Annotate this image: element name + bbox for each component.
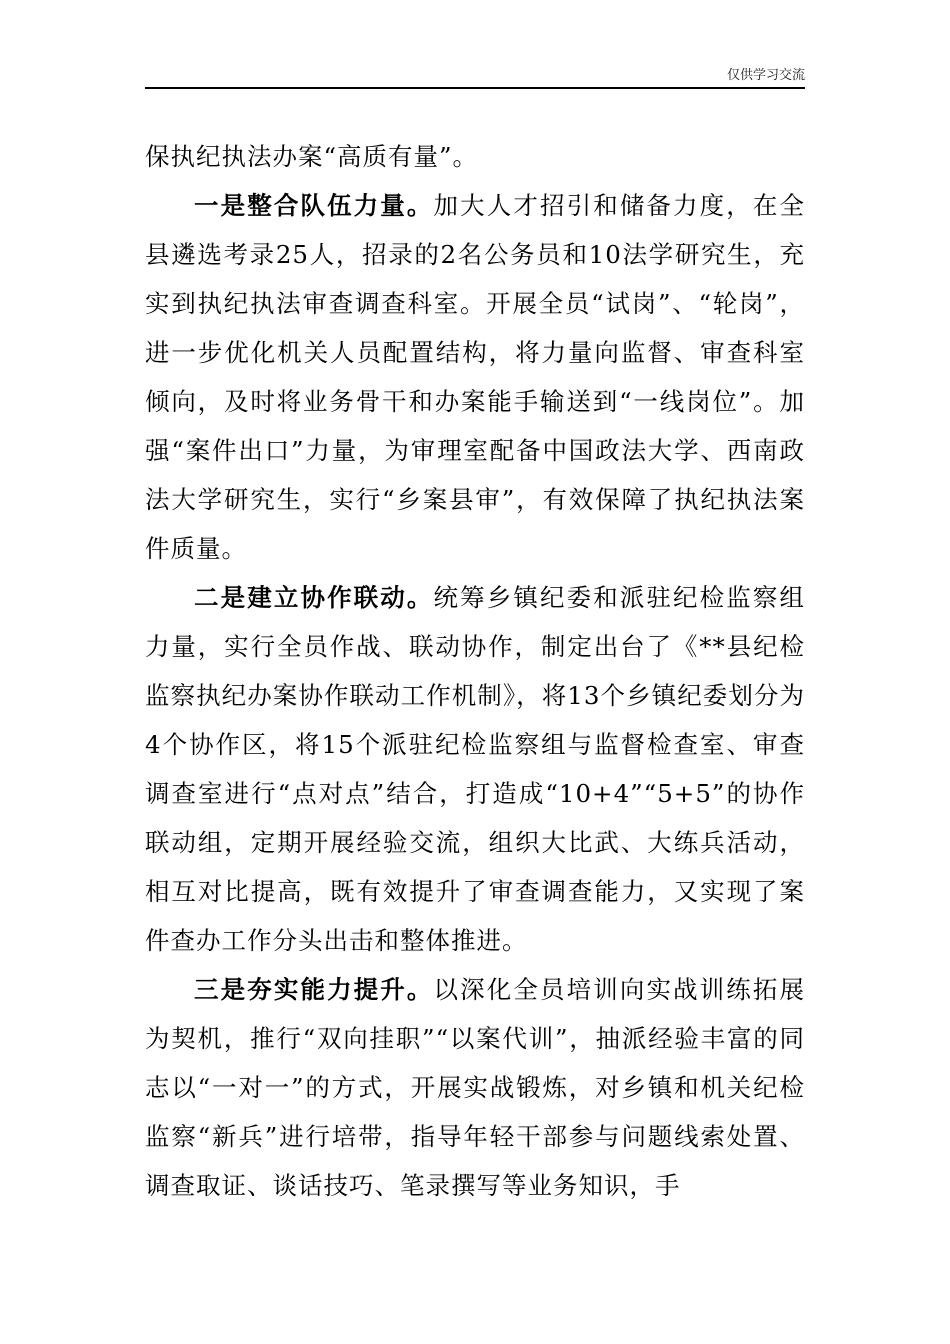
document-body bbox=[145, 132, 805, 1210]
paragraph-lead: 三是夯实能力提升。 bbox=[194, 975, 434, 1004]
paragraph-text: 统筹乡镇纪委和派驻纪检监察组力量，实行全员作战、联动协作，制定出台了《**县纪检监察执纪办案协作联动工作机制》，将13个乡镇纪委划分为4个协作区，将15个派驻纪检监察组与监督检查室、审查调查室进行“点对点”结合，打造成“10+4”“5+5”的协作联动组，定期开展经验交流，组织大比武、大练兵活动，相互对比提高，既有效提升了审查调查能力，又实现了案件查办工作分头出击和整体推进。 bbox=[145, 583, 806, 955]
paragraph-continuation bbox=[145, 132, 805, 181]
paragraph-collaboration bbox=[145, 573, 805, 965]
paragraph-capability bbox=[145, 965, 805, 1210]
header-rule bbox=[145, 87, 805, 89]
paragraph-text: 加大人才招引和储备力度，在全县遴选考录25人，招录的2名公务员和10法学研究生，充实到执纪执法审查调查科室。开展全员“试岗”、“轮岗”，进一步优化机关人员配置结构，将力量向监督、审查科室倾向，及时将业务骨干和办案能手输送到“一线岗位”。加强“案件出口”力量，为审理室配备中国政法大学、西南政法大学研究生，实行“乡案县审”，有效保障了执纪执法案件质量。 bbox=[145, 191, 806, 563]
paragraph-text: 保执纪执法办案“高质有量”。 bbox=[145, 142, 479, 171]
paragraph-text: 以深化全员培训向实战训练拓展为契机，推行“双向挂职”“以案代训”，抽派经验丰富的同志以“一对一”的方式，开展实战锻炼，对乡镇和机关纪检监察“新兵”进行培带，指导年轻干部参与问题线索处置、调查取证、谈话技巧、笔录撰写等业务知识，手 bbox=[145, 975, 806, 1200]
paragraph-team-strength bbox=[145, 181, 805, 573]
paragraph-lead: 一是整合队伍力量。 bbox=[194, 191, 434, 220]
paragraph-lead: 二是建立协作联动。 bbox=[194, 583, 434, 612]
header-note: 仅供学习交流 bbox=[726, 68, 805, 83]
